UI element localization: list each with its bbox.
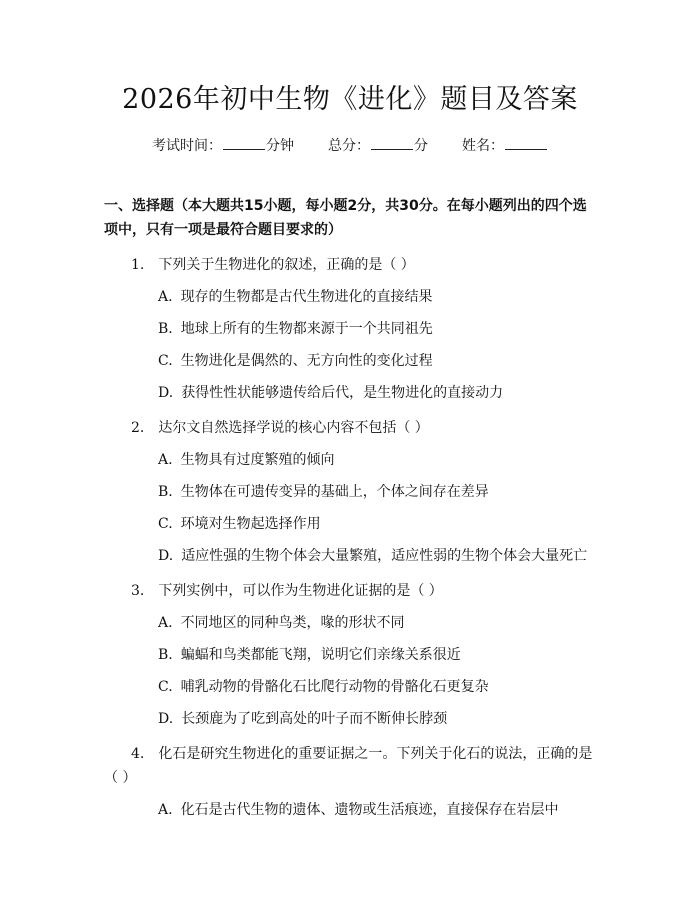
exam-meta (104, 136, 596, 156)
option-text: 环境对生物起选择作用 (180, 516, 321, 532)
question-stem (104, 411, 596, 440)
meta-name (462, 136, 548, 156)
answer-option (104, 798, 596, 822)
option-text: 生物体在可遗传变异的基础上，个体之间存在差异 (180, 484, 489, 500)
option-text: 蝙蝠和鸟类都能飞翔，说明它们亲缘关系很近 (180, 647, 461, 663)
page-title: 2026年初中生物《进化》题目及答案 (122, 84, 578, 115)
option-list (104, 285, 596, 405)
answer-option (104, 544, 596, 568)
option-text: 哺乳动物的骨骼化石比爬行动物的骨骼化石更复杂 (180, 679, 489, 695)
question-stem (104, 737, 596, 790)
answer-option (104, 317, 596, 341)
option-list (104, 448, 596, 568)
question-number: 1. (131, 257, 145, 273)
meta-suffix: 分钟 (266, 138, 294, 154)
question-item (104, 574, 596, 731)
option-text: 获得性性状能够遗传给后代，是生物进化的直接动力 (181, 385, 504, 401)
meta-suffix: 分 (414, 138, 428, 154)
option-text: 长颈鹿为了吃到高处的叶子而不断伸长脖颈 (181, 711, 448, 727)
option-letter: A. (158, 289, 173, 305)
option-letter: A. (158, 615, 173, 631)
meta-total-score (328, 136, 428, 156)
blank-line (505, 137, 547, 150)
blank-line (223, 137, 265, 150)
option-text: 不同地区的同种鸟类，喙的形状不同 (180, 615, 405, 631)
answer-option (104, 448, 596, 472)
section-heading: 一、选择题（本大题共15小题，每小题2分，共30分。在每小题列出的四个选项中，只有一项是最符合题目要求的） (104, 198, 587, 238)
question-item (104, 248, 596, 405)
option-letter: D. (158, 385, 174, 401)
question-number: 3. (131, 583, 145, 599)
answer-option (104, 611, 596, 635)
answer-option (104, 480, 596, 504)
option-letter: A. (158, 802, 173, 818)
option-text: 现存的生物都是古代生物进化的直接结果 (180, 289, 433, 305)
question-text: 达尔文自然选择学说的核心内容不包括（ ） (158, 420, 429, 436)
question-stem (104, 574, 596, 603)
answer-option (104, 512, 596, 536)
option-letter: C. (158, 516, 173, 532)
option-letter: D. (158, 548, 174, 564)
option-letter: C. (158, 679, 173, 695)
answer-option (104, 285, 596, 309)
question-item (104, 737, 596, 822)
question-text: 化石是研究生物进化的重要证据之一。下列关于化石的说法，正确的是（ ） (104, 746, 593, 786)
answer-option (104, 349, 596, 373)
blank-line (371, 137, 413, 150)
answer-option (104, 675, 596, 699)
option-letter: B. (158, 321, 173, 337)
meta-label: 总分： (328, 138, 370, 154)
option-text: 适应性强的生物个体会大量繁殖，适应性弱的生物个体会大量死亡 (181, 548, 588, 564)
answer-option (104, 707, 596, 731)
question-number: 2. (131, 420, 145, 436)
question-stem (104, 248, 596, 277)
meta-label: 姓名： (462, 138, 504, 154)
question-item (104, 411, 596, 568)
meta-label: 考试时间： (152, 138, 222, 154)
question-list (104, 248, 596, 822)
option-letter: D. (158, 711, 174, 727)
answer-option (104, 643, 596, 667)
option-letter: B. (158, 484, 173, 500)
option-list (104, 611, 596, 731)
option-letter: A. (158, 452, 173, 468)
answer-option (104, 381, 596, 405)
option-list (104, 798, 596, 822)
option-text: 地球上所有的生物都来源于一个共同祖先 (180, 321, 433, 337)
meta-exam-time (152, 136, 294, 156)
option-text: 化石是古代生物的遗体、遗物或生活痕迹，直接保存在岩层中 (180, 802, 559, 818)
option-letter: C. (158, 353, 173, 369)
question-text: 下列实例中，可以作为生物进化证据的是（ ） (158, 583, 443, 599)
option-letter: B. (158, 647, 173, 663)
question-text: 下列关于生物进化的叙述，正确的是（ ） (158, 257, 415, 273)
question-number: 4. (131, 746, 145, 762)
option-text: 生物具有过度繁殖的倾向 (180, 452, 335, 468)
option-text: 生物进化是偶然的、无方向性的变化过程 (180, 353, 433, 369)
